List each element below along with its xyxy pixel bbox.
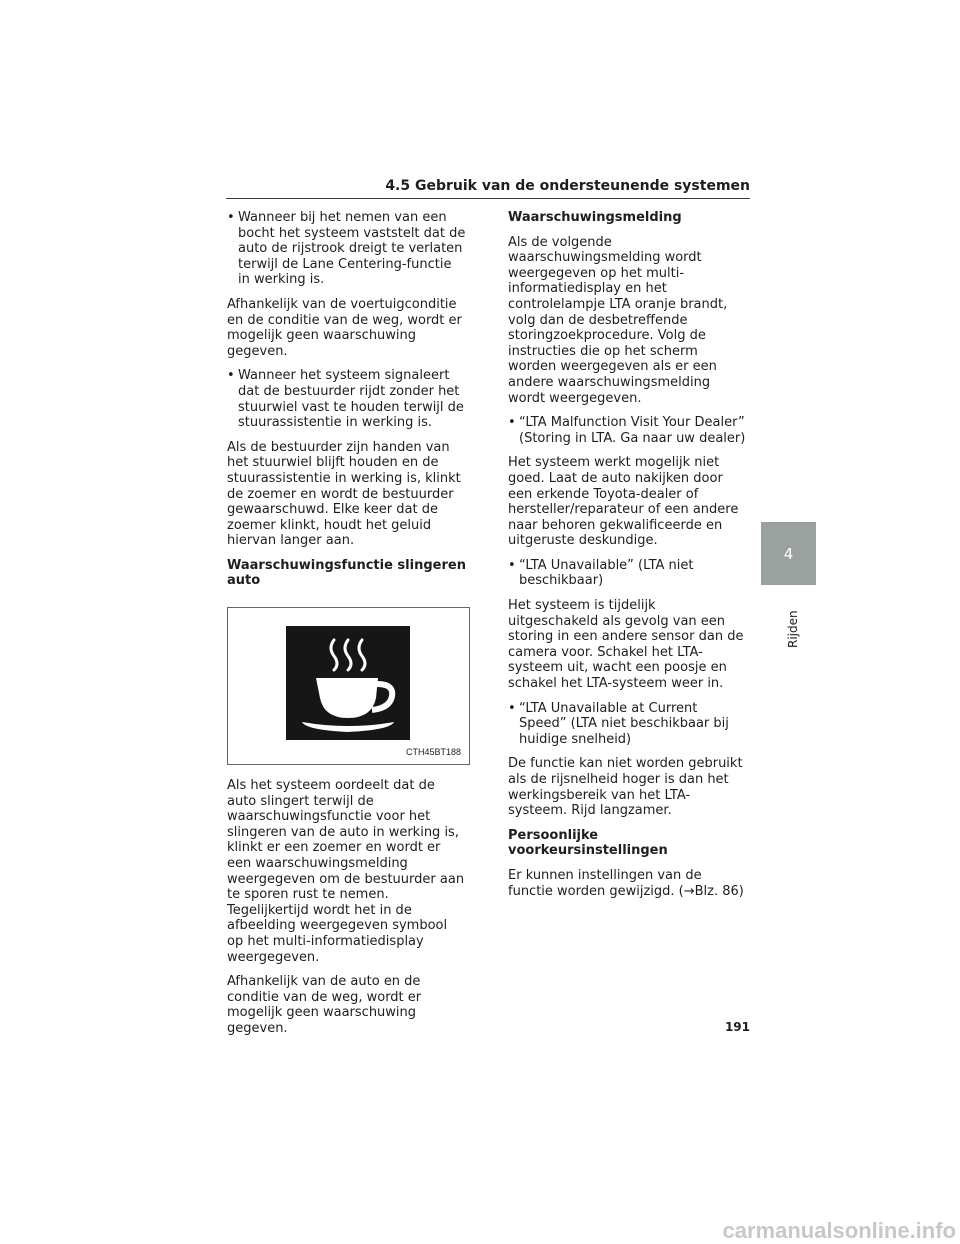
bullet-item <box>227 368 467 430</box>
bullet-item <box>508 701 748 748</box>
bullet-text: “LTA Malfunction Visit Your Dealer” (Storing in LTA. Ga naar uw dealer) <box>519 415 746 446</box>
paragraph: Als het systeem oordeelt dat de auto slingert terwijl de waarschuwingsfunctie voor het slingeren van de auto in werking is, klinkt er een zoemer en wordt er een waarschuwingsmelding weergegeven om de bestuurder aan te sporen rust te nemen. Tegelijkertijd wordt het in de afbeelding weergegeven symbool op het multi-informatiedisplay weergegeven. <box>227 778 465 965</box>
figure <box>227 607 470 765</box>
bullet-marker: • <box>227 368 235 384</box>
figure-code: CTH45BT188 <box>405 747 461 758</box>
bullet-item <box>227 210 467 288</box>
paragraph: Er kunnen instellingen van de functie worden gewijzigd. (→Blz. 86) <box>508 867 744 899</box>
paragraph: Het systeem is tijdelijk uitgeschakeld als gevolg van een storing in een andere sensor dan de camera voor. Schakel het LTA-systeem uit, wacht een poosje en schakel het LTA-systeem weer in. <box>508 598 744 692</box>
chapter-label: Rijden <box>786 610 800 648</box>
paragraph: Afhankelijk van de auto en de conditie van de weg, wordt er mogelijk geen waarschuwing gegeven. <box>227 974 422 1036</box>
bullet-text: Wanneer het systeem signaleert dat de bestuurder rijdt zonder het stuurwiel vast te houden terwijl de stuurassistentie in werking is. <box>238 368 464 431</box>
paragraph: Het systeem werkt mogelijk niet goed. Laat de auto nakijken door een erkende Toyota-dealer of hersteller/reparateur of een andere naar behoren gekwalificeerde en uitgeruste deskundige. <box>508 455 739 549</box>
subheading: Waarschuwingsfunctie slingeren auto <box>227 557 466 589</box>
left-column <box>227 210 467 1046</box>
watermark: carmanualsonline.info <box>722 1218 956 1243</box>
paragraph: Als de volgende waarschuwingsmelding wordt weergegeven op het multi-informatiedisplay en het controlelampje LTA oranje brandt, volg dan de desbetreffende storingzoekprocedure. Volg de instructies die op het scherm worden weergegeven als er een andere waarschuwingsmelding wordt weergegeven. <box>508 234 728 406</box>
bullet-marker: • <box>508 557 516 573</box>
subheading: Waarschuwingsmelding <box>508 210 682 225</box>
bullet-marker: • <box>508 415 516 431</box>
bullet-marker: • <box>508 700 516 716</box>
page-number: 191 <box>724 1020 750 1034</box>
bullet-text: Wanneer bij het nemen van een bocht het systeem vaststelt dat de auto de rijstrook dreigt te verlaten terwijl de Lane Centering-functie in werking is. <box>238 210 466 288</box>
bullet-marker: • <box>227 210 235 225</box>
header-divider <box>226 198 750 199</box>
paragraph: Als de bestuurder zijn handen van het stuurwiel blijft houden en de stuurassistentie in werking is, klinkt de zoemer en wordt de bestuurder gewaarschuwd. Elke keer dat de zoemer klinkt, houdt het geluid hiervan langer aan. <box>227 439 461 549</box>
coffee-cup-icon <box>286 626 410 740</box>
bullet-item <box>508 415 748 446</box>
right-column <box>508 210 748 908</box>
chapter-tab: 4 <box>761 522 816 585</box>
bullet-item <box>508 558 748 589</box>
section-header: 4.5 Gebruik van de ondersteunende systemen <box>385 178 750 194</box>
bullet-text: “LTA Unavailable” (LTA niet beschikbaar) <box>519 557 694 589</box>
subheading: Persoonlijke voorkeursinstellingen <box>508 827 668 859</box>
bullet-text: “LTA Unavailable at Current Speed” (LTA niet beschikbaar bij huidige snelheid) <box>519 700 729 747</box>
paragraph: Afhankelijk van de voertuigconditie en de conditie van de weg, wordt er mogelijk geen waarschuwing gegeven. <box>227 296 462 359</box>
paragraph: De functie kan niet worden gebruikt als de rijsnelheid hoger is dan het werkingsbereik van het LTA-systeem. Rijd langzamer. <box>508 756 743 819</box>
